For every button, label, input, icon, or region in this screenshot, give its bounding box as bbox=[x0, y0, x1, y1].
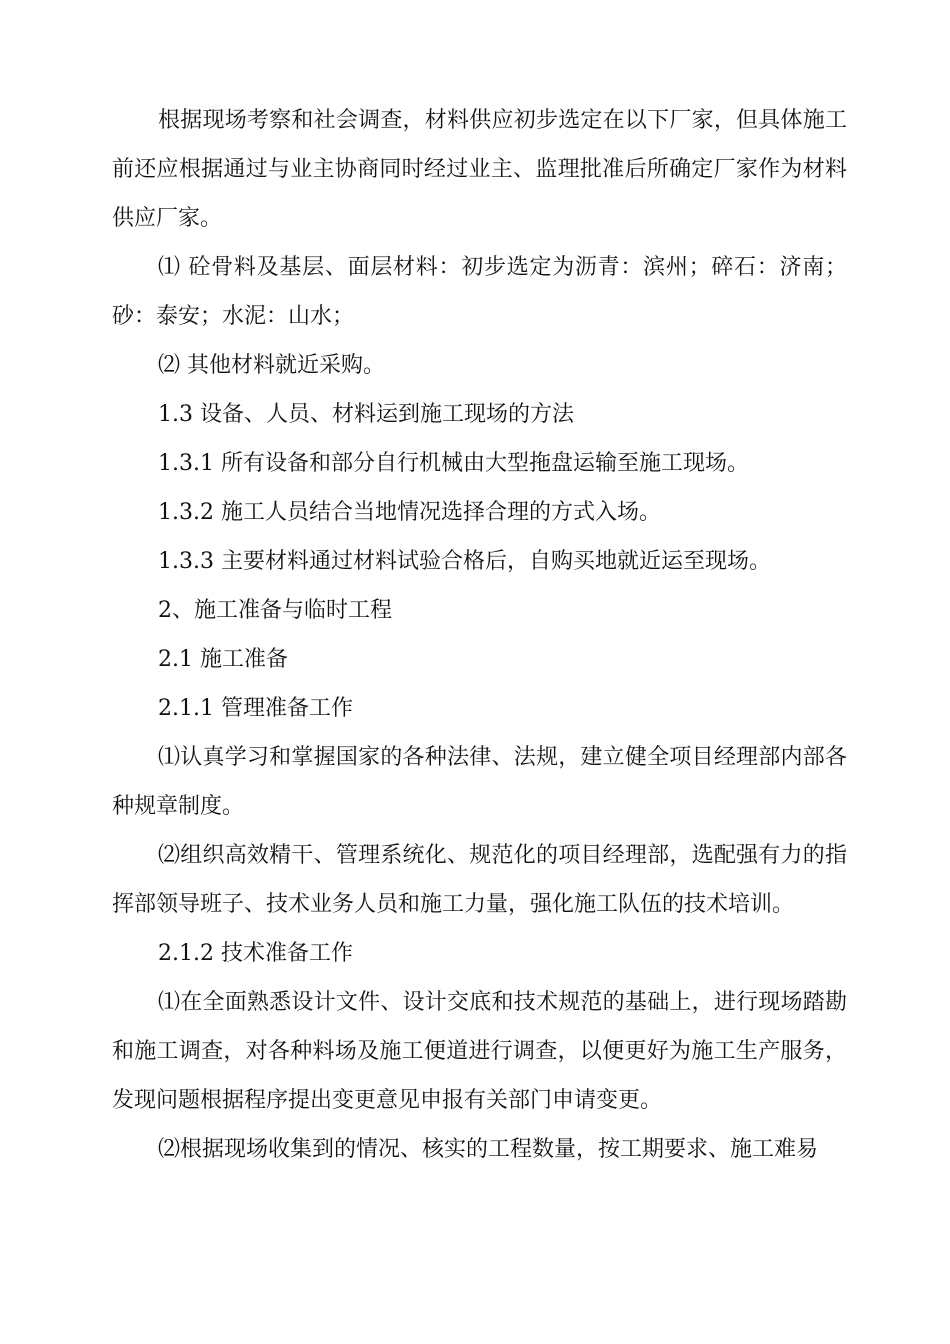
section-heading-2-1: 2.1 施工准备 bbox=[158, 647, 288, 672]
paragraph-technical-item-2: ⑵根据现场收集到的情况、核实的工程数量，按工期要求、施工难易 bbox=[158, 1137, 819, 1162]
paragraph-material-supply-intro: 根据现场考察和社会调查，材料供应初步选定在以下厂家，但具体施工前还应根据通过与业主协商同时经过业主、监理批准后所确定厂家作为材料供应厂家。 bbox=[112, 108, 847, 231]
paragraph-technical-item-1: ⑴在全面熟悉设计文件、设计交底和技术规范的基础上，进行现场踏勘和施工调查，对各种料场及施工便道进行调查，以便更好为施工生产服务，发现问题根据程序提出变更意见申报有关部门申请变更。 bbox=[112, 990, 847, 1113]
section-heading-2: 2、施工准备与临时工程 bbox=[158, 598, 392, 623]
paragraph-management-item-1: ⑴认真学习和掌握国家的各种法律、法规，建立健全项目经理部内部各种规章制度。 bbox=[112, 745, 847, 819]
paragraph-item-other-materials: ⑵ 其他材料就近采购。 bbox=[158, 353, 385, 378]
section-heading-1-3-1: 1.3.1 所有设备和部分自行机械由大型拖盘运输至施工现场。 bbox=[158, 451, 749, 476]
section-heading-2-1-2: 2.1.2 技术准备工作 bbox=[158, 941, 353, 966]
section-heading-2-1-1: 2.1.1 管理准备工作 bbox=[158, 696, 353, 721]
section-heading-1-3: 1.3 设备、人员、材料运到施工现场的方法 bbox=[158, 402, 574, 427]
section-heading-1-3-2: 1.3.2 施工人员结合当地情况选择合理的方式入场。 bbox=[158, 500, 661, 525]
paragraph-item-aggregate-materials: ⑴ 砼骨料及基层、面层材料：初步选定为沥青：滨州；碎石：济南；砂：泰安；水泥：山水； bbox=[112, 255, 847, 329]
section-heading-1-3-3: 1.3.3 主要材料通过材料试验合格后，自购买地就近运至现场。 bbox=[158, 549, 771, 574]
document-body bbox=[112, 96, 847, 1174]
paragraph-management-item-2: ⑵组织高效精干、管理系统化、规范化的项目经理部，选配强有力的指挥部领导班子、技术业务人员和施工力量，强化施工队伍的技术培训。 bbox=[112, 843, 847, 917]
